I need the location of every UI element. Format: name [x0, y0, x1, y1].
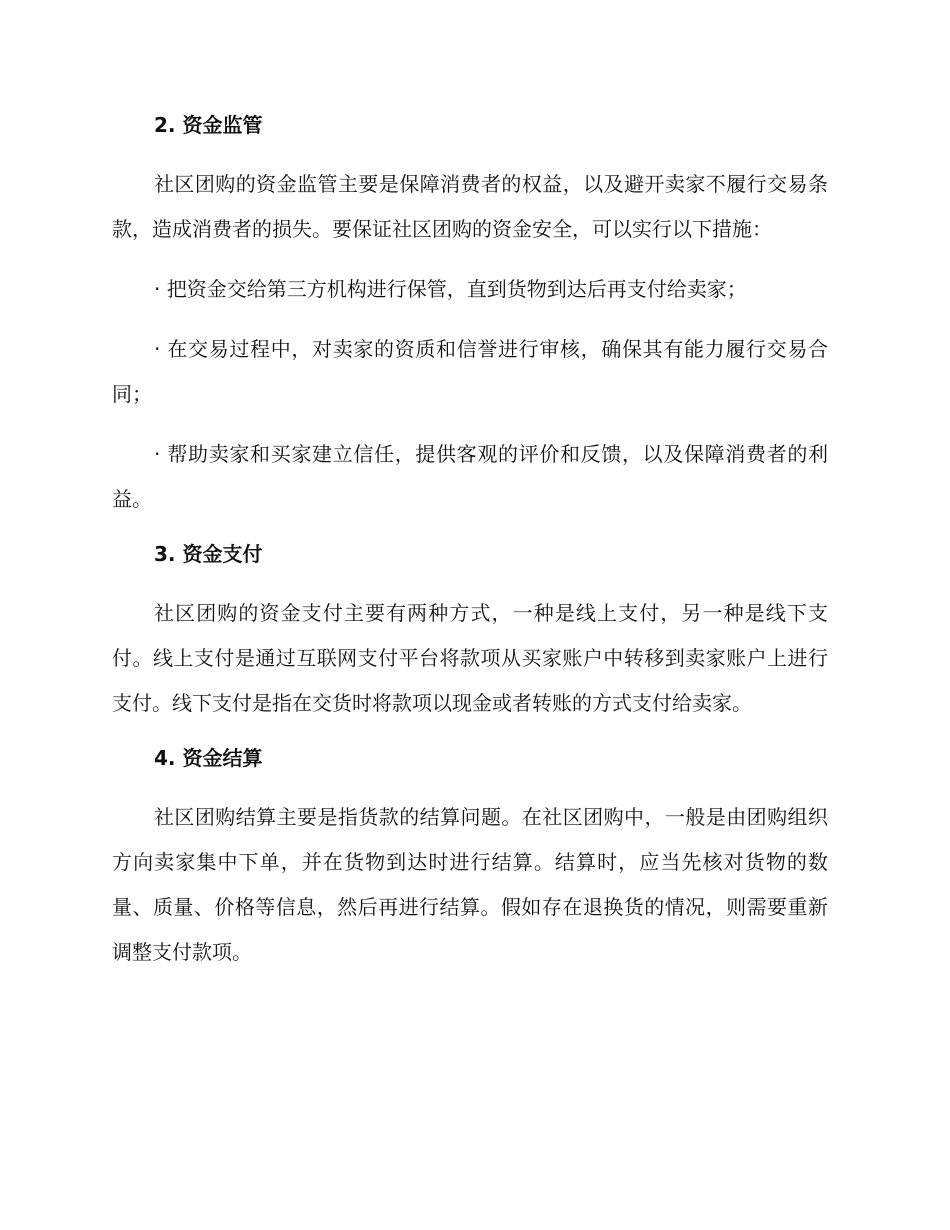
section-heading-fund-settlement: 4. 资金结算: [154, 746, 263, 770]
bullet-item-build-trust: · 帮助卖家和买家建立信任，提供客观的评价和反馈，以及保障消费者的利益。: [112, 442, 828, 511]
paragraph-fund-supervision: 社区团购的资金监管主要是保障消费者的权益，以及避开卖家不履行交易条款，造成消费者的损失。要保证社区团购的资金安全，可以实行以下措施：: [112, 172, 828, 241]
section-heading-fund-payment: 3. 资金支付: [154, 542, 263, 566]
section-heading-fund-supervision: 2. 资金监管: [154, 113, 263, 137]
paragraph-fund-settlement: 社区团购结算主要是指货款的结算问题。在社区团购中，一般是由团购组织方向卖家集中下单，并在货物到达时进行结算。结算时，应当先核对货物的数量、质量、价格等信息，然后再进行结算。假如存在退换货的情况，则需要重新调整支付款项。: [112, 805, 828, 964]
document-body: [112, 108, 828, 990]
paragraph-fund-payment: 社区团购的资金支付主要有两种方式，一种是线上支付，另一种是线下支付。线上支付是通过互联网支付平台将款项从买家账户中转移到卖家账户上进行支付。线下支付是指在交货时将款项以现金或者转账的方式支付给卖家。: [112, 601, 828, 715]
bullet-item-third-party-custody: · 把资金交给第三方机构进行保管，直到货物到达后再支付给卖家；: [154, 277, 747, 301]
bullet-item-seller-review: · 在交易过程中，对卖家的资质和信誉进行审核，确保其有能力履行交易合同；: [112, 337, 828, 406]
